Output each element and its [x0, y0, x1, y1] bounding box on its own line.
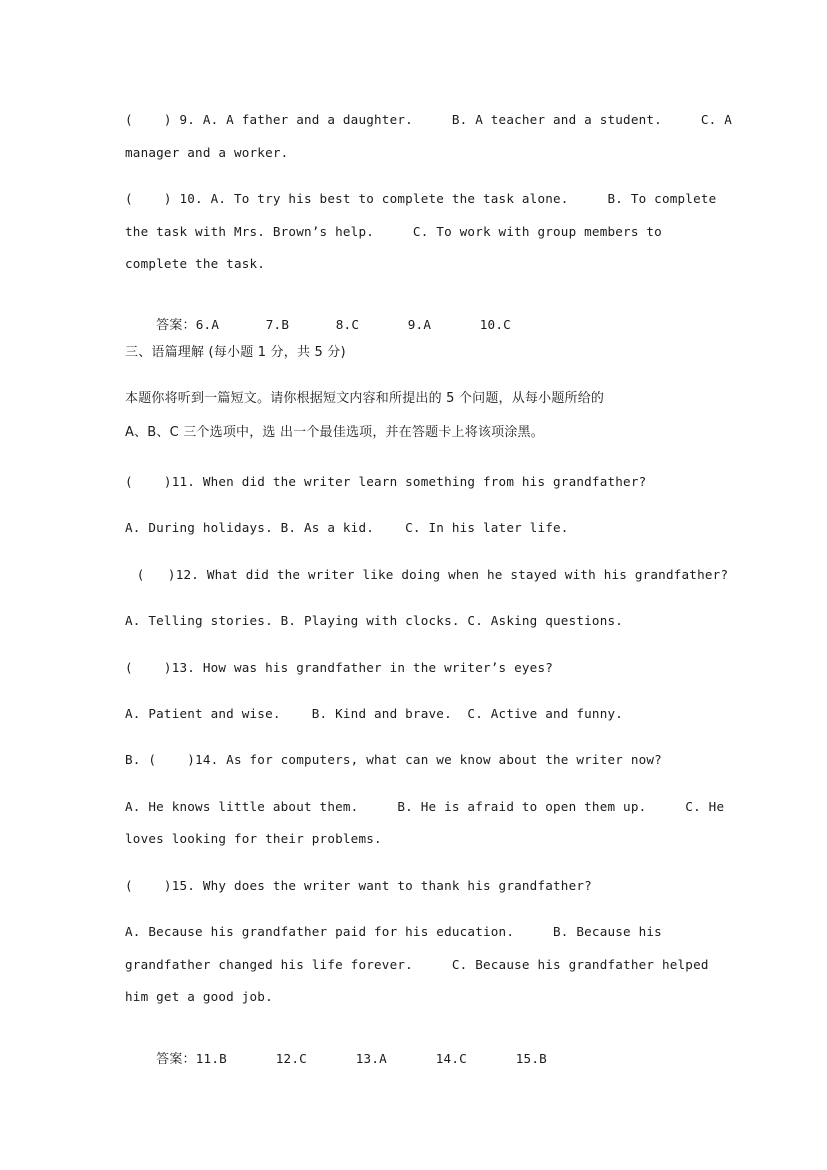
- answer-item: 15.B: [515, 1051, 547, 1066]
- q13-options: A. Patient and wise. B. Kind and brave. C. Active and funny.: [125, 706, 624, 721]
- q15-options-3: him get a good job.: [125, 989, 273, 1004]
- q11-question: ( )11. When did the writer learn something from his grandfather?: [125, 474, 647, 489]
- answer-row-2: [125, 1032, 547, 1087]
- q12-options: A. Telling stories. B. Playing with clocks. C. Asking questions.: [125, 613, 624, 628]
- answer-item: 9.A: [407, 317, 432, 332]
- q12-question: ( )12. What did the writer like doing when he stayed with his grandfather?: [129, 567, 729, 582]
- q15-question: ( )15. Why does the writer want to thank his grandfather?: [125, 878, 592, 893]
- answer-item: 11.B: [195, 1051, 227, 1066]
- q10-line-3: complete the task.: [125, 256, 266, 271]
- q10-line-1: ( ) 10. A. To try his best to complete the task alone. B. To complete: [125, 191, 717, 206]
- q14-options-1: A. He knows little about them. B. He is afraid to open them up. C. He: [125, 799, 725, 814]
- q11-options: A. During holidays. B. As a kid. C. In his later life.: [125, 520, 569, 535]
- section-title: 三、语篇理解 (每小题 1 分，共 5 分): [125, 345, 346, 360]
- q14-options-2: loves looking for their problems.: [125, 831, 382, 846]
- q9-line-2: manager and a worker.: [125, 145, 289, 160]
- q15-options-2: grandfather changed his life forever. C. Because his grandfather helped: [125, 957, 709, 972]
- answer-item: 13.A: [355, 1051, 387, 1066]
- section-instruction-1: 本题你将听到一篇短文。请你根据短文内容和所提出的 5 个问题，从每小题所给的: [125, 391, 605, 406]
- answer-label: 答案：: [156, 318, 196, 333]
- q10-line-2: the task with Mrs. Brown’s help. C. To work with group members to: [125, 224, 662, 239]
- section-instruction-2: A、B、C 三个选项中，选 出一个最佳选项，并在答题卡上将该项涂黑。: [125, 425, 544, 440]
- q9-line-1: ( ) 9. A. A father and a daughter. B. A teacher and a student. C. A: [125, 112, 733, 127]
- answer-item: 12.C: [275, 1051, 307, 1066]
- answer-item: 6.A: [195, 317, 220, 332]
- answer-item: 7.B: [265, 317, 290, 332]
- q14-question: B. ( )14. As for computers, what can we know about the writer now?: [125, 752, 662, 767]
- q15-options-1: A. Because his grandfather paid for his education. B. Because his: [125, 924, 662, 939]
- answer-item: 10.C: [479, 317, 511, 332]
- answer-item: 14.C: [435, 1051, 467, 1066]
- answer-label: 答案：: [156, 1052, 196, 1067]
- q13-question: ( )13. How was his grandfather in the writer’s eyes?: [125, 660, 554, 675]
- answer-item: 8.C: [335, 317, 360, 332]
